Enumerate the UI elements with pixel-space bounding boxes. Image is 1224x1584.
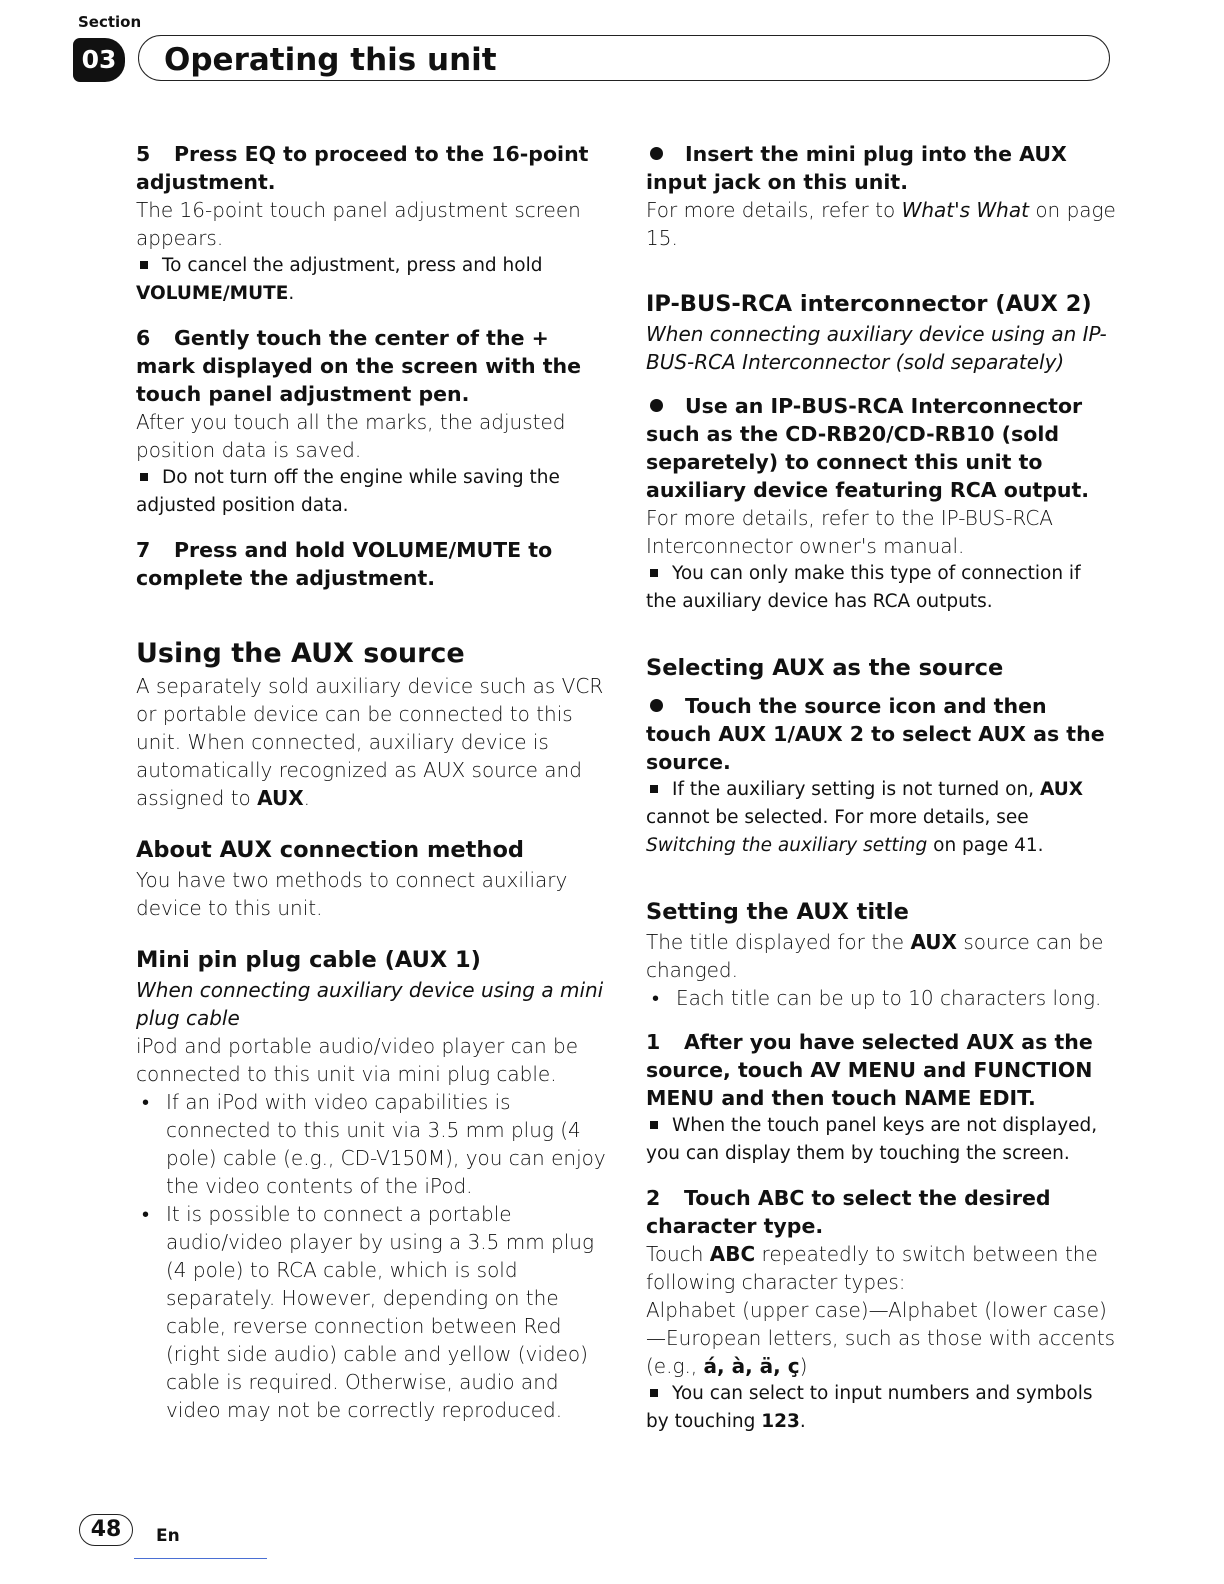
list-item: • Each title can be up to 10 characters long. bbox=[652, 986, 1102, 1010]
aux-source-body: A separately sold auxiliary device such as VCR or portable device can be connected to this unit. When connected, auxiliary device is automatically recognized as AUX source and assigned to AUX. bbox=[136, 674, 604, 810]
select-aux-heading: Selecting AUX as the source bbox=[646, 655, 1004, 681]
step-6-heading bbox=[136, 324, 608, 408]
step-5-note: To cancel the adjustment, press and hold VOLUME/MUTE. bbox=[136, 255, 543, 304]
step-6-body: After you touch all the marks, the adjusted position data is saved. bbox=[136, 410, 566, 462]
character-types: Alphabet (upper case)—Alphabet (lower case)—European letters, such as those with accents (e.g., á, à, ä, ç) bbox=[646, 1298, 1116, 1378]
mini-pin-bullets bbox=[136, 1088, 608, 1424]
aux-source-heading: Using the AUX source bbox=[136, 638, 465, 669]
connection-method-heading: About AUX connection method bbox=[136, 837, 525, 863]
connection-method-body: You have two methods to connect auxiliary device to this unit. bbox=[136, 868, 568, 920]
step-number: 1 bbox=[646, 1030, 661, 1054]
aux-title-bullets bbox=[646, 984, 1116, 1012]
step-number: 2 bbox=[646, 1186, 661, 1210]
step-5-body: The 16-point touch panel adjustment screen appears. bbox=[136, 198, 581, 250]
title-step-2-note: You can select to input numbers and symbols by touching 123. bbox=[646, 1383, 1093, 1432]
step-title: Gently touch the center of the + mark displayed on the screen with the touch panel adjustment pen. bbox=[136, 326, 582, 406]
footer-divider bbox=[134, 1558, 267, 1559]
title-step-1-heading bbox=[646, 1028, 1116, 1112]
title-step-2-heading bbox=[646, 1184, 1116, 1240]
round-bullet-icon bbox=[650, 399, 663, 412]
square-bullet-icon bbox=[650, 1121, 658, 1129]
aux-title-body: The title displayed for the AUX source can be changed. bbox=[646, 930, 1104, 982]
square-bullet-icon bbox=[650, 569, 658, 577]
round-bullet-icon bbox=[650, 699, 663, 712]
section-label: Section bbox=[78, 13, 142, 31]
insert-plug-action: Insert the mini plug into the AUX input jack on this unit. bbox=[646, 142, 1067, 194]
title-step-2-body: Touch ABC repeatedly to switch between the following character types: bbox=[646, 1242, 1098, 1294]
ipbus-note: You can only make this type of connection if the auxiliary device has RCA outputs. bbox=[646, 563, 1081, 612]
ipbus-heading: IP-BUS-RCA interconnector (AUX 2) bbox=[646, 291, 1092, 317]
title-step-1-note: When the touch panel keys are not displayed, you can display them by touching the screen. bbox=[646, 1115, 1098, 1164]
round-bullet-icon bbox=[650, 147, 663, 160]
mini-pin-heading: Mini pin plug cable (AUX 1) bbox=[136, 947, 481, 973]
step-number: 6 bbox=[136, 326, 151, 350]
step-title: Touch ABC to select the desired character type. bbox=[646, 1186, 1051, 1238]
mini-pin-italic: When connecting auxiliary device using a mini plug cable bbox=[136, 978, 604, 1030]
select-aux-action: Touch the source icon and then touch AUX 1/AUX 2 to select AUX as the source. bbox=[646, 694, 1105, 774]
square-bullet-icon bbox=[140, 261, 148, 269]
step-7-heading bbox=[136, 536, 608, 592]
page-title: Operating this unit bbox=[164, 42, 497, 78]
page-number: 48 bbox=[79, 1514, 133, 1546]
list-item: • It is possible to connect a portable audio/video player by using a 3.5 mm plug (4 pole) to RCA cable, which is sold separately. However, depending on the cable, reverse connection between Red (right side audio) cable and yellow (video) cable is required. Otherwise, audio and video may not be correctly reproduced. bbox=[142, 1202, 594, 1422]
step-5-heading bbox=[136, 140, 608, 196]
square-bullet-icon bbox=[650, 1389, 658, 1397]
square-bullet-icon bbox=[140, 473, 148, 481]
step-number: 5 bbox=[136, 142, 151, 166]
step-title: Press and hold VOLUME/MUTE to complete the adjustment. bbox=[136, 538, 553, 590]
language-label: En bbox=[156, 1526, 180, 1546]
ipbus-action: Use an IP-BUS-RCA Interconnector such as the CD-RB20/CD-RB10 (sold separetely) to connect this unit to auxiliary device featuring RCA output. bbox=[646, 394, 1090, 502]
step-title: After you have selected AUX as the source, touch AV MENU and FUNCTION MENU and then touch NAME EDIT. bbox=[646, 1030, 1093, 1110]
mini-pin-body: iPod and portable audio/video player can be connected to this unit via mini plug cable. bbox=[136, 1034, 579, 1086]
square-bullet-icon bbox=[650, 785, 658, 793]
step-6-note: Do not turn off the engine while saving the adjusted position data. bbox=[136, 467, 560, 516]
left-column bbox=[136, 140, 608, 1424]
aux-title-heading: Setting the AUX title bbox=[646, 899, 909, 925]
step-number: 7 bbox=[136, 538, 151, 562]
step-title: Press EQ to proceed to the 16-point adjustment. bbox=[136, 142, 589, 194]
ipbus-body: For more details, refer to the IP-BUS-RCA Interconnector owner's manual. bbox=[646, 506, 1053, 558]
ipbus-italic: When connecting auxiliary device using an IP-BUS-RCA Interconnector (sold separately) bbox=[646, 322, 1107, 374]
right-column bbox=[646, 140, 1116, 1436]
list-item: • If an iPod with video capabilities is connected to this unit via 3.5 mm plug (4 pole) cable (e.g., CD-V150M), you can enjoy the video contents of the iPod. bbox=[142, 1090, 606, 1198]
select-aux-note: If the auxiliary setting is not turned on, AUX cannot be selected. For more details, see Switching the auxiliary setting on page 41. bbox=[646, 779, 1083, 856]
section-number-badge: 03 bbox=[73, 38, 125, 82]
insert-plug-body: For more details, refer to What's What on page 15. bbox=[646, 198, 1116, 250]
